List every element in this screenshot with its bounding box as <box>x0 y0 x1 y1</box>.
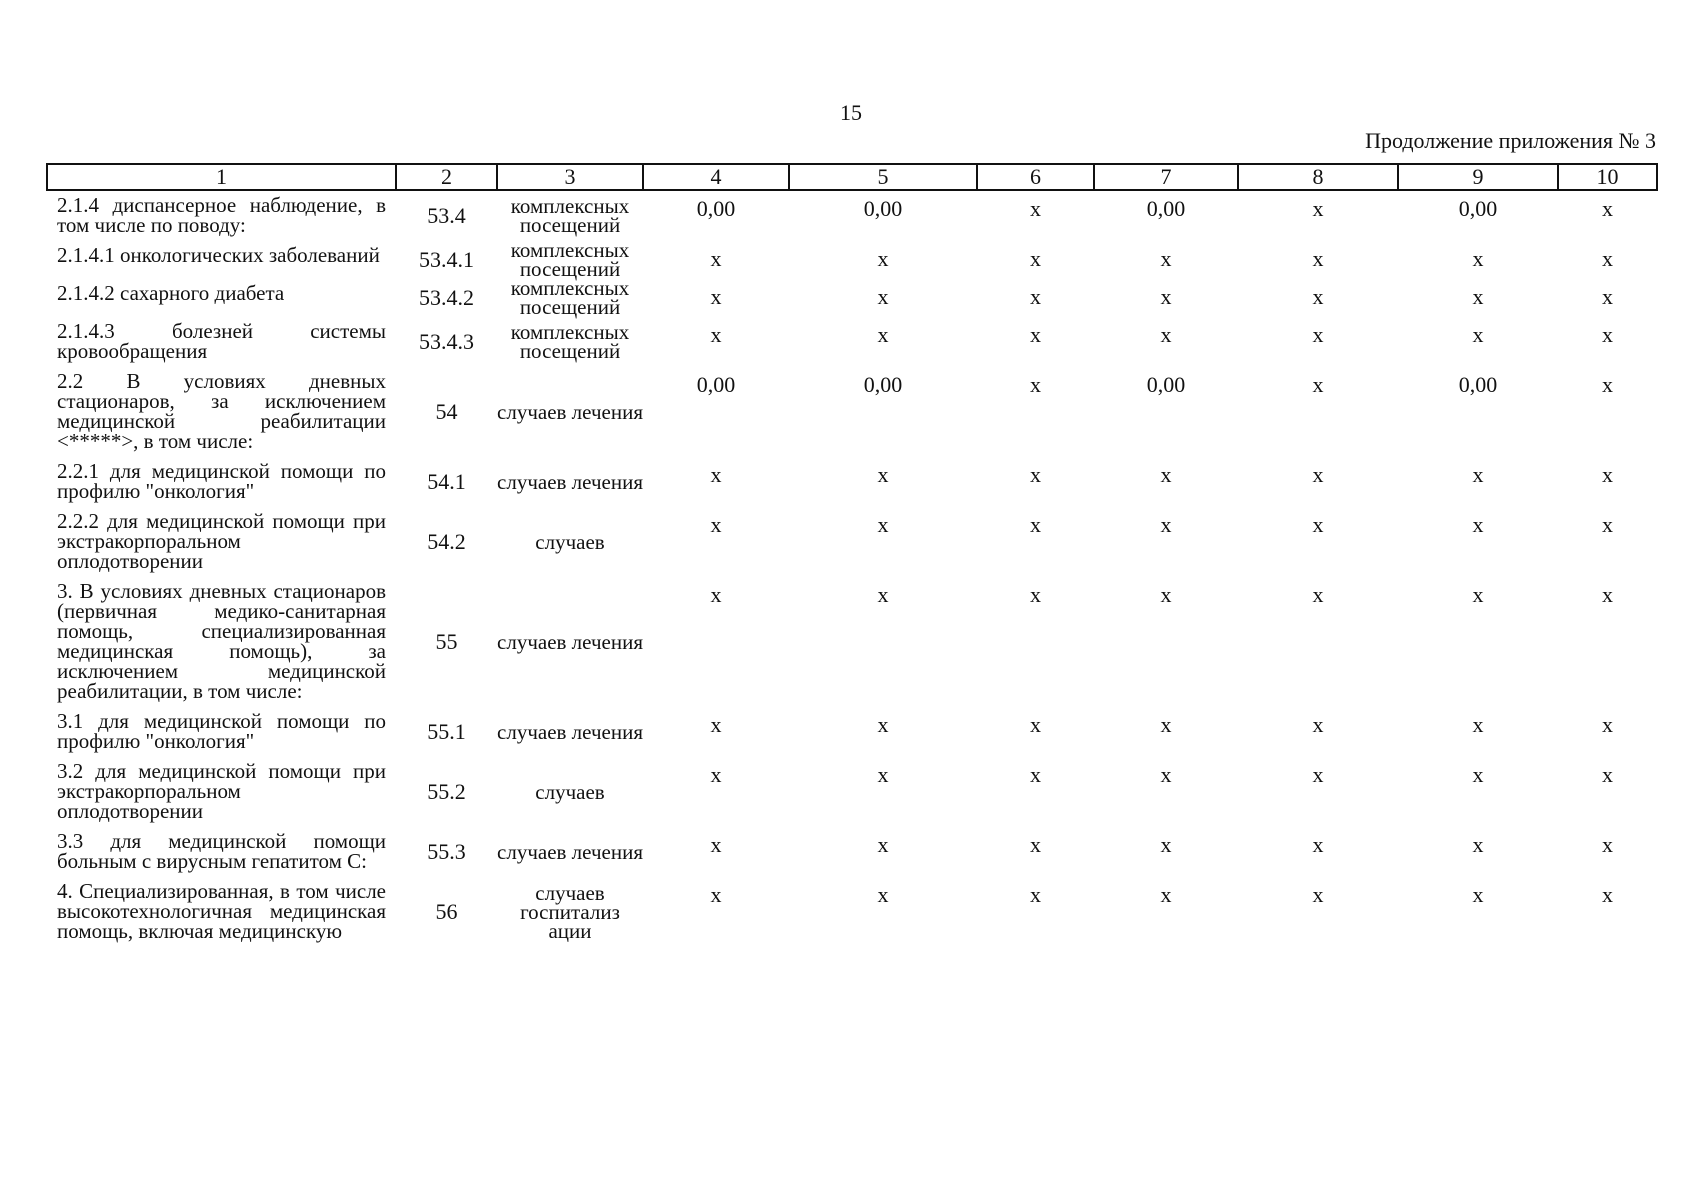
row-value-8: х <box>1312 246 1324 271</box>
row-value-6: х <box>1030 762 1041 787</box>
row-value-7: 0,00 <box>1146 372 1186 397</box>
row-unit: случаев лечения <box>497 399 643 424</box>
row-value-4: 0,00 <box>696 372 736 397</box>
row-value-6: х <box>1030 322 1041 347</box>
row-value-9: х <box>1472 322 1484 347</box>
row-code: 56 <box>435 899 458 924</box>
row-value-5: 0,00 <box>863 196 903 221</box>
row-unit: случаев госпитализ ации <box>520 880 620 943</box>
row-name: 2.1.4.1 онкологических заболеваний <box>57 243 380 267</box>
row-value-10: х <box>1602 284 1613 309</box>
row-value-10: х <box>1602 582 1613 607</box>
row-value-6: х <box>1030 712 1041 737</box>
column-header: 10 <box>1558 164 1657 190</box>
column-header: 4 <box>643 164 789 190</box>
row-value-9: х <box>1472 882 1484 907</box>
row-value-10: х <box>1602 246 1613 271</box>
row-value-6: х <box>1030 832 1041 857</box>
row-name: 2.1.4 диспансерное наблюдение, в том числе по поводу: <box>57 193 386 237</box>
row-value-8: х <box>1312 832 1324 857</box>
column-number-row <box>47 164 1657 190</box>
row-value-7: х <box>1160 246 1172 271</box>
row-value-4: х <box>710 246 722 271</box>
row-value-8: х <box>1312 712 1324 737</box>
row-unit: комплексных посещений <box>510 320 630 363</box>
row-value-10: х <box>1602 832 1613 857</box>
row-code: 55.3 <box>427 839 466 864</box>
row-value-6: х <box>1030 882 1041 907</box>
row-value-5: х <box>877 512 889 537</box>
row-value-4: х <box>710 832 722 857</box>
row-unit: случаев <box>535 779 605 804</box>
row-value-8: х <box>1312 762 1324 787</box>
column-header: 6 <box>977 164 1094 190</box>
row-value-4: х <box>710 322 722 347</box>
row-code: 53.4.3 <box>419 329 474 354</box>
row-value-5: х <box>877 762 889 787</box>
row-name: 3.2 для медицинской помощи при экстракорпоральном оплодотворении <box>57 759 386 823</box>
row-value-8: х <box>1312 322 1324 347</box>
column-header: 8 <box>1238 164 1398 190</box>
row-code: 55.1 <box>427 719 466 744</box>
row-unit: комплексных посещений <box>510 194 630 237</box>
row-value-5: х <box>877 462 889 487</box>
row-code: 54.1 <box>427 469 466 494</box>
column-header: 9 <box>1398 164 1558 190</box>
row-code: 54.2 <box>427 529 466 554</box>
row-value-9: х <box>1472 582 1484 607</box>
row-value-4: х <box>710 712 722 737</box>
row-name: 2.2.2 для медицинской помощи при экстракорпоральном оплодотворении <box>57 509 386 573</box>
table-row <box>47 279 1657 317</box>
column-header: 2 <box>396 164 497 190</box>
row-value-7: х <box>1160 882 1172 907</box>
row-value-5: 0,00 <box>863 372 903 397</box>
row-value-6: х <box>1030 246 1041 271</box>
column-header: 3 <box>497 164 643 190</box>
row-unit: случаев лечения <box>497 839 643 864</box>
table-row <box>47 707 1657 757</box>
row-value-7: х <box>1160 284 1172 309</box>
row-value-6: х <box>1030 582 1041 607</box>
row-value-7: х <box>1160 762 1172 787</box>
row-value-7: 0,00 <box>1146 196 1186 221</box>
table-row <box>47 367 1657 457</box>
row-value-7: х <box>1160 832 1172 857</box>
row-value-4: х <box>710 512 722 537</box>
row-value-8: х <box>1312 372 1324 397</box>
row-code: 55.2 <box>427 779 466 804</box>
table-row <box>47 757 1657 827</box>
row-value-5: х <box>877 712 889 737</box>
row-value-8: х <box>1312 196 1324 221</box>
row-name: 2.2 В условиях дневных стационаров, за исключением медицинской реабилитации <*****>, в том числе: <box>57 369 386 453</box>
row-value-5: х <box>877 832 889 857</box>
row-value-7: х <box>1160 512 1172 537</box>
row-name: 3. В условиях дневных стационаров (первичная медико-санитарная помощь, специализированная медицинская помощь), за исключением медицинской реабилитации, в том числе: <box>57 579 386 703</box>
row-value-9: 0,00 <box>1458 372 1498 397</box>
row-value-5: х <box>877 322 889 347</box>
table-row <box>47 241 1657 279</box>
row-value-10: х <box>1602 462 1613 487</box>
row-value-10: х <box>1602 712 1613 737</box>
row-value-8: х <box>1312 582 1324 607</box>
row-value-6: х <box>1030 462 1041 487</box>
row-value-6: х <box>1030 512 1041 537</box>
row-value-10: х <box>1602 372 1613 397</box>
row-value-10: х <box>1602 512 1613 537</box>
row-name: 4. Специализированная, в том числе высокотехнологичная медицинская помощь, включая медицинскую <box>57 879 386 943</box>
row-code: 55 <box>435 629 458 654</box>
row-name: 3.3 для медицинской помощи больным с вирусным гепатитом С: <box>57 829 386 873</box>
table-row <box>47 827 1657 877</box>
row-value-9: х <box>1472 512 1484 537</box>
row-value-6: х <box>1030 284 1041 309</box>
row-name: 2.1.4.3 болезней системы кровообращения <box>57 319 386 363</box>
row-value-6: х <box>1030 196 1041 221</box>
row-name: 2.1.4.2 сахарного диабета <box>57 281 285 305</box>
row-value-4: х <box>710 284 722 309</box>
row-unit: случаев лечения <box>497 719 643 744</box>
table-row <box>47 317 1657 367</box>
row-value-5: х <box>877 284 889 309</box>
row-unit: случаев лечения <box>497 469 643 494</box>
row-value-8: х <box>1312 882 1324 907</box>
table-row <box>47 507 1657 577</box>
row-code: 53.4.1 <box>419 247 474 272</box>
row-value-5: х <box>877 246 889 271</box>
row-value-8: х <box>1312 512 1324 537</box>
row-value-9: х <box>1472 712 1484 737</box>
row-value-9: х <box>1472 762 1484 787</box>
row-value-5: х <box>877 882 889 907</box>
table-row <box>47 457 1657 507</box>
row-value-7: х <box>1160 322 1172 347</box>
row-value-9: х <box>1472 284 1484 309</box>
column-header: 1 <box>47 164 396 190</box>
row-value-7: х <box>1160 582 1172 607</box>
row-name: 3.1 для медицинской помощи по профилю "онкология" <box>57 709 386 753</box>
row-unit: комплексных посещений <box>510 238 630 281</box>
column-header: 7 <box>1094 164 1238 190</box>
table-row <box>47 577 1657 707</box>
row-value-9: х <box>1472 832 1484 857</box>
row-unit: случаев <box>535 529 605 554</box>
row-value-9: 0,00 <box>1458 196 1498 221</box>
row-code: 53.4 <box>427 203 466 228</box>
row-code: 54 <box>435 399 458 424</box>
row-value-4: х <box>710 582 722 607</box>
table-row <box>47 190 1657 241</box>
row-value-10: х <box>1602 762 1613 787</box>
page-number: 15 <box>840 100 862 125</box>
row-value-7: х <box>1160 462 1172 487</box>
row-value-7: х <box>1160 712 1172 737</box>
row-value-6: х <box>1030 372 1041 397</box>
row-value-10: х <box>1602 196 1613 221</box>
continuation-label: Продолжение приложения № 3 <box>1365 128 1656 153</box>
row-value-9: х <box>1472 462 1484 487</box>
table-row <box>47 877 1657 947</box>
row-code: 53.4.2 <box>419 285 474 310</box>
row-unit: комплексных посещений <box>510 276 630 319</box>
row-value-4: х <box>710 762 722 787</box>
row-unit: случаев лечения <box>497 629 643 654</box>
column-header: 5 <box>789 164 977 190</box>
data-table <box>46 163 1658 947</box>
row-value-10: х <box>1602 322 1613 347</box>
row-value-4: х <box>710 462 722 487</box>
row-value-4: х <box>710 882 722 907</box>
row-name: 2.2.1 для медицинской помощи по профилю "онкология" <box>57 459 386 503</box>
row-value-10: х <box>1602 882 1613 907</box>
row-value-8: х <box>1312 284 1324 309</box>
row-value-4: 0,00 <box>696 196 736 221</box>
row-value-9: х <box>1472 246 1484 271</box>
row-value-8: х <box>1312 462 1324 487</box>
row-value-5: х <box>877 582 889 607</box>
